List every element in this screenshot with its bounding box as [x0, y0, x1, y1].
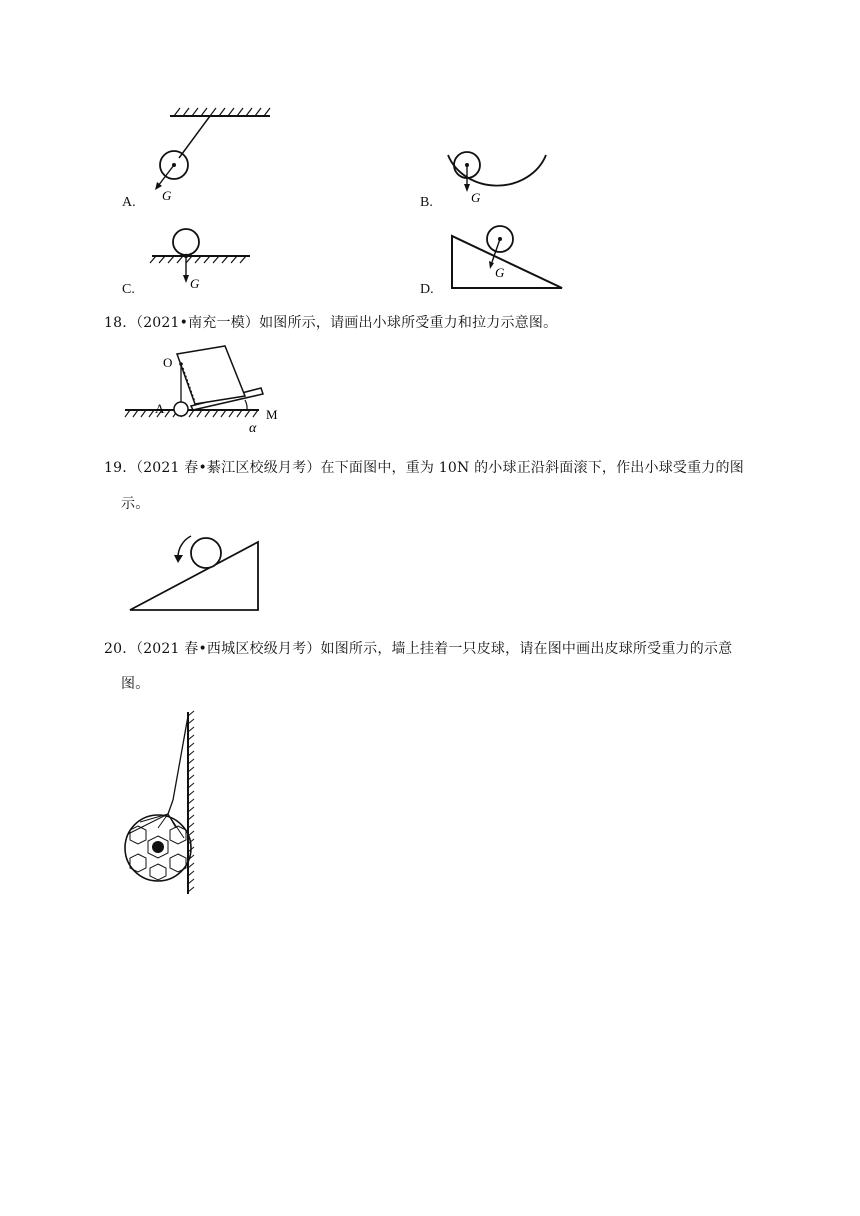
q18-figure — [125, 340, 285, 436]
q19-line1: （2021 春•綦江区校级月考）在下面图中，重为 10N 的小球正沿斜面滚下，作出小球受重力的图 — [129, 460, 744, 476]
q20-line1: （2021 春•西城区校级月考）如图所示，墙上挂着一只皮球，请在图中画出皮球所受重力的示意 — [129, 641, 733, 657]
option-b-force-label: G — [471, 190, 481, 205]
q18-angle-label: α — [249, 421, 257, 436]
q18-board-m: M — [266, 407, 278, 422]
option-d-figure — [448, 220, 568, 300]
option-c-force-label: G — [190, 276, 200, 291]
option-d-label: D. — [420, 282, 434, 297]
option-b-label: B. — [420, 195, 433, 210]
q19-figure — [128, 528, 268, 618]
q20-number: 20. — [104, 641, 127, 657]
q19-number: 19. — [104, 460, 127, 476]
q19-line2: 示。 — [121, 496, 150, 512]
q18-number: 18. — [104, 315, 127, 331]
option-c-label: C. — [122, 282, 135, 297]
q18-point-o: O — [163, 355, 173, 370]
q20-line2: 图。 — [121, 676, 150, 692]
q18-text: （2021•南充一模）如图所示，请画出小球所受重力和拉力示意图。 — [129, 315, 558, 331]
option-b-figure — [440, 140, 560, 210]
option-a-figure — [140, 100, 270, 210]
option-a-label: A. — [122, 195, 136, 210]
option-a-force-label: G — [162, 188, 172, 203]
option-d-force-label: G — [495, 265, 505, 280]
q20-figure — [118, 708, 208, 898]
q18-ball-a: A — [155, 401, 165, 416]
option-c-figure — [150, 225, 260, 295]
